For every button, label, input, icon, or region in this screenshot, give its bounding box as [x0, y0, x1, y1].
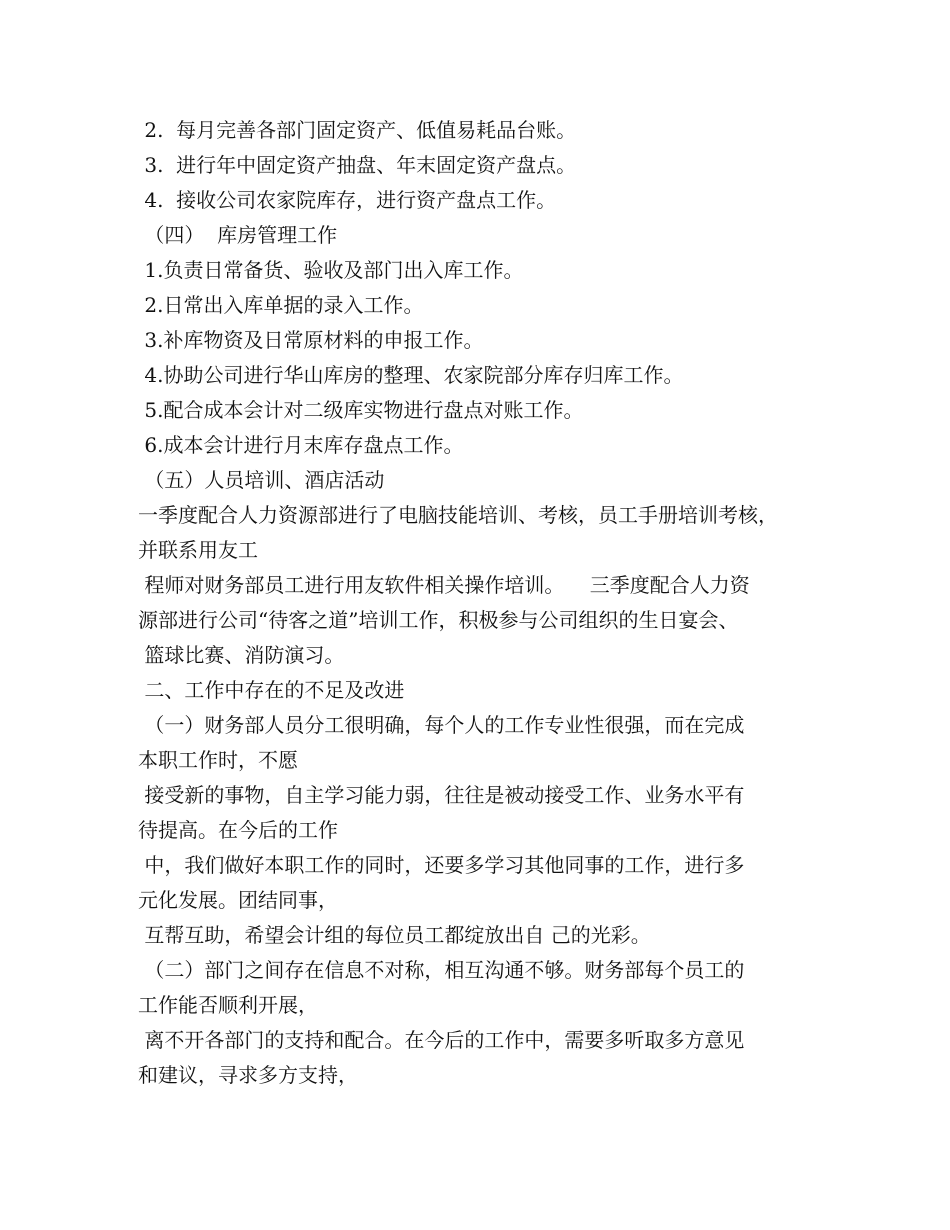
text-line: 3. 进行年中固定资产抽盘、年末固定资产盘点。 [138, 153, 577, 177]
text-line: （一）财务部人员分工很明确，每个人的工作专业性很强，而在完成 [138, 713, 745, 737]
text-line: 2.日常出入库单据的录入工作。 [138, 293, 424, 317]
text-line: 篮球比赛、消防演习。 [138, 643, 345, 667]
text-line: 接受新的事物，自主学习能力弱，往往是被动接受工作、业务水平有 [138, 783, 745, 807]
text-line: 中，我们做好本职工作的同时，还要多学习其他同事的工作，进行多 [138, 853, 745, 877]
text-line: 2. 每月完善各部门固定资产、低值易耗品台账。 [138, 118, 577, 142]
text-line: 一季度配合人力资源部进行了电脑技能培训、考核，员工手册培训考核， [138, 503, 778, 527]
text-line: 3.补库物资及日常原材料的申报工作。 [138, 328, 484, 352]
text-line: 4. 接收公司农家院库存，进行资产盘点工作。 [138, 188, 557, 212]
section-heading: （四） 库房管理工作 [138, 223, 338, 247]
text-line: 5.配合成本会计对二级库实物进行盘点对账工作。 [138, 398, 584, 422]
text-line: 元化发展。团结同事， [138, 888, 338, 912]
text-line: 4.协助公司进行华山库房的整理、农家院部分库存归库工作。 [138, 363, 684, 387]
text-line: 待提高。在今后的工作 [138, 818, 338, 842]
text-line: 程师对财务部员工进行用友软件相关操作培训。 三季度配合人力资 [138, 573, 750, 597]
section-heading: 二、工作中存在的不足及改进 [138, 678, 405, 702]
text-line: 源部进行公司“待客之道”培训工作，积极参与公司组织的生日宴会、 [138, 608, 739, 632]
text-line: 互帮互助，希望会计组的每位员工都绽放出自 己的光彩。 [138, 923, 651, 947]
text-line: 6.成本会计进行月末库存盘点工作。 [138, 433, 464, 457]
text-line: 1.负责日常备货、验收及部门出入库工作。 [138, 258, 524, 282]
section-heading: （五）人员培训、酒店活动 [138, 468, 385, 492]
text-line: 并联系用友工 [138, 538, 258, 562]
text-line: 离不开各部门的支持和配合。在今后的工作中，需要多听取多方意见 [138, 1028, 745, 1052]
text-line: （二）部门之间存在信息不对称，相互沟通不够。财务部每个员工的 [138, 958, 745, 982]
text-line: 工作能否顺利开展， [138, 993, 318, 1017]
text-line: 和建议，寻求多方支持， [138, 1063, 358, 1087]
text-line: 本职工作时，不愿 [138, 748, 298, 772]
